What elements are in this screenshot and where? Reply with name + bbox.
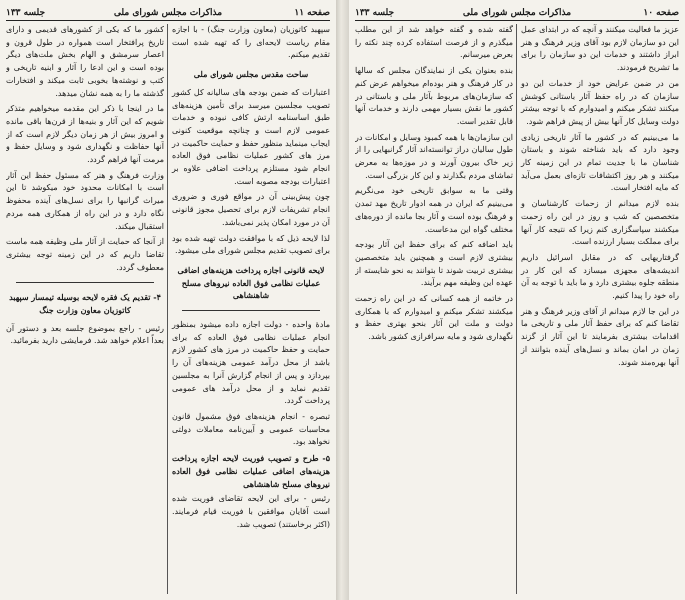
paragraph: اعتبارات که ضمن بودجه های سالیانه کل کشور تصویب مجلسین میرسد برای تأمین هزینه‌های طبق اساسنامه ارتش کافی نبوده و خدمات عمومی لازم است و چنانچه موقعیت کنونی ایجاب مینماید منظور حفظ و حمایت حاکمیت در مرز های کشور عملیات نظامی فوق العاده انجام شود مستلزم پرداخت اضافی علاوه بر اعتبارات بودجه مصوبه است. xyxy=(172,87,330,186)
paragraph: سپهبد کاتوزیان (معاون وزارت جنگ) - با اجازه مقام ریاست لایحه‌ای را که تهیه شده است تقدیم میکنم. xyxy=(172,25,330,60)
book-gutter xyxy=(336,0,349,600)
page-header xyxy=(6,6,330,21)
divider xyxy=(16,282,154,283)
paragraph: من در ضمن عرایض خود از خدمات این دو سازمان که در راه حفظ آثار باستانی کوشش میکنند تشکر میکنم و امیدوارم که با توجه بیشتر دولت وسایل کار آنها بیش از پیش فراهم شود. xyxy=(521,78,679,126)
section-heading: ۵- طرح و تصویب فوریت لایحه اجازه پرداخت هزینه‌های اضافی عملیات نظامی فوق العاده نیروهای مسلح شاهنشاهی xyxy=(172,453,330,489)
header-title: مذاکرات مجلس شورای ملی xyxy=(113,8,223,18)
page-header xyxy=(355,6,679,21)
paragraph: رئیس - راجع بموضوع جلسه بعد و دستور آن بعداً اعلام خواهد شد. فرمایشی دارید بفرمائید. xyxy=(6,323,164,346)
paragraph: از آنجا که حمایت از آثار ملی وظیفه همه ماست تقاضا داریم که در این زمینه توجه بیشتری معطوف گردد. xyxy=(6,237,164,272)
section-heading: ساحت مقدس مجلس شورای ملی xyxy=(193,69,309,80)
paragraph: عزیز ما فعالیت میکنند و آنچه که در ابتدای عمل این دو سازمان لازم بود آقای وزیر فرهنگ و هنر ابراز داشتند و خدمات این دو سازمان را برای ما تشریح فرمودند. xyxy=(521,25,679,73)
paragraph: چون پیش‌بینی آن در مواقع فوری و ضروری انجام تشریفات لازم برای تحصیل مجوز قانونی آن در مورد امکان پذیر نمی‌باشد. xyxy=(172,192,330,227)
text-column-left xyxy=(6,24,164,594)
paragraph: بنده لازم میدانم از زحمات کارشناسان و متخصصین که شب و روز در این راه زحمت میکشند سپاسگزاری کنم زیرا که نتیجه کار آنها برای مملکت بسیار ارزنده است. xyxy=(521,199,679,247)
paragraph: وقتی ما به سوابق تاریخی خود می‌نگریم می‌بینیم که ایران در همه ادوار تاریخ مهد تمدن و فرهنگ بوده است و آثار بجا مانده از دوره‌های مختلف گواه این مدعاست. xyxy=(355,186,513,234)
header-title: مذاکرات مجلس شورای ملی xyxy=(462,8,572,18)
session-number: جلسه ۱۳۳ xyxy=(6,8,46,18)
page-number: صفحه ۱۱ xyxy=(294,8,330,18)
paragraph: ما در اینجا با ذکر این مقدمه میخواهیم متذکر شویم که این آثار و بنیه‌ها از قرن‌ها باقی مانده و امروز بیش از هر زمان دیگر لازم است که از آنها حفاظت و نگهداری شود و وسایل حفظ و مرمت آنها فراهم گردد. xyxy=(6,104,164,165)
paragraph: ما می‌بینیم که در کشور ما آثار تاریخی زیادی وجود دارد که باید شناخته شوند و باستان شناسان ما با جدیت تمام در این زمینه کار میکنند و هر روز اکتشافات تازه‌ای بعمل می‌آید که مایه افتخار است. xyxy=(521,132,679,193)
paragraph: لذا لایحه ذیل که با موافقت دولت تهیه شده بود برای تصویب تقدیم مجلس شورای ملی میشود. xyxy=(172,233,330,256)
left-page xyxy=(0,0,336,600)
text-column-left xyxy=(355,24,513,594)
paragraph: رئیس - برای این لایحه تقاضای فوریت شده است آقایان موافقین با فوریت قیام فرمایند. (اکثر برخاستند) تصویب شد. xyxy=(172,494,330,529)
paragraph: در خاتمه از همه کسانی که در این راه زحمت میکشند تشکر میکنم و امیدوارم که با همکاری دولت و ملت این آثار بنحو بهتری حفظ و نگهداری شود و مایه سرافرازی کشور باشد. xyxy=(355,294,513,342)
paragraph: این سازمان‌ها با همه کمبود وسایل و امکانات در طول سالیان دراز توانسته‌اند آثار گرانبهایی را از زیر خاک بیرون آورند و در موزه‌ها به معرض تماشای مردم بگذارند و این کار بزرگی است. xyxy=(355,132,513,180)
right-page xyxy=(349,0,685,600)
page-number: صفحه ۱۰ xyxy=(643,8,679,18)
text-column-right xyxy=(516,24,679,594)
section-heading: ۴- تقدیم یک فقره لایحه بوسیله تیمسار سپهبد کاتوزیان معاون وزارت جنگ xyxy=(9,292,161,316)
paragraph: بنده بعنوان یکی از نمایندگان مجلس که سالها در کار فرهنگ و هنر بوده‌ام میخواهم عرض کنم که سازمان‌های مربوط بآثار ملی و باستانی در کشور ما نقش بسیار مهمی دارند و خدمات آنها قابل تقدیر است. xyxy=(355,66,513,126)
paragraph: تبصره - انجام هزینه‌های فوق مشمول قانون محاسبات عمومی و آیین‌نامه معاملات دولتی نخواهد بود. xyxy=(172,411,330,447)
paragraph: گفته شده و گفته خواهد شد از این مطلب میگذرم و از فرصت استفاده کرده چند نکته را بعرض میرسانم. xyxy=(355,25,513,60)
paragraph: باید اضافه کنم که برای حفظ این آثار بودجه بیشتری لازم است و همچنین باید متخصصین بیشتری تربیت شوند تا بتوانند به نحو شایسته از عهده این وظیفه مهم برآیند. xyxy=(355,240,513,288)
paragraph: در این جا لازم میدانم از آقای وزیر فرهنگ و هنر تقاضا کنم که برای حفظ آثار ملی و تاریخی ما اقدامات بیشتری بفرمایند تا این آثار از گزند زمان در امان بماند و نسل‌های آینده بتوانند از آنها بهره‌مند شوند. xyxy=(521,306,679,367)
paragraph: وزارت فرهنگ و هنر که مسئول حفظ این آثار است با امکانات محدود خود میکوشد تا این میراث گرانبها را برای نسل‌های آینده محفوظ نگاه دارد و در این راه از همکاری همه مردم استقبال میکند. xyxy=(6,170,164,231)
paragraph: مادهٔ واحده - دولت اجازه داده میشود بمنظور انجام عملیات نظامی فوق العاده که برای حمایت و حفظ حاکمیت در مرز های کشور لازم باشد از محل درآمد عمومی هزینه‌های آن را بپردازد و پس از انجام گزارش آنرا به مجلسین تقدیم نماید و از محل درآمد های عمومی پرداخت گردد. xyxy=(172,320,330,406)
bill-title: لایحه قانونی اجازه پرداخت هزینه‌های اضافی عملیات نظامی فوق العاده نیروهای مسلح شاهنشاهی xyxy=(177,264,325,301)
paragraph: گرفتاریهایی که در مقابل اسرائیل داریم اندیشه‌های مجهزی میسازد که این کار در منطقه جلوه بیشتری دارد و ما باید با توجه به آن راه خود را پیدا کنیم. xyxy=(521,252,679,301)
divider xyxy=(182,310,320,311)
paragraph: کشور ما که یکی از کشورهای قدیمی و دارای تاریخ پرافتخار است همواره در طول قرون و اعصار سرمشق و الهام بخش ملت‌های دیگر بوده است و این ادعا را آثار و ابنیه تاریخی و کتب و نوشته‌ها بخوبی ثابت میکند و افتخارات گذشته ما را به همه نشان میدهد. xyxy=(6,25,164,98)
text-column-right xyxy=(167,24,330,594)
session-number: جلسه ۱۳۳ xyxy=(355,8,395,18)
